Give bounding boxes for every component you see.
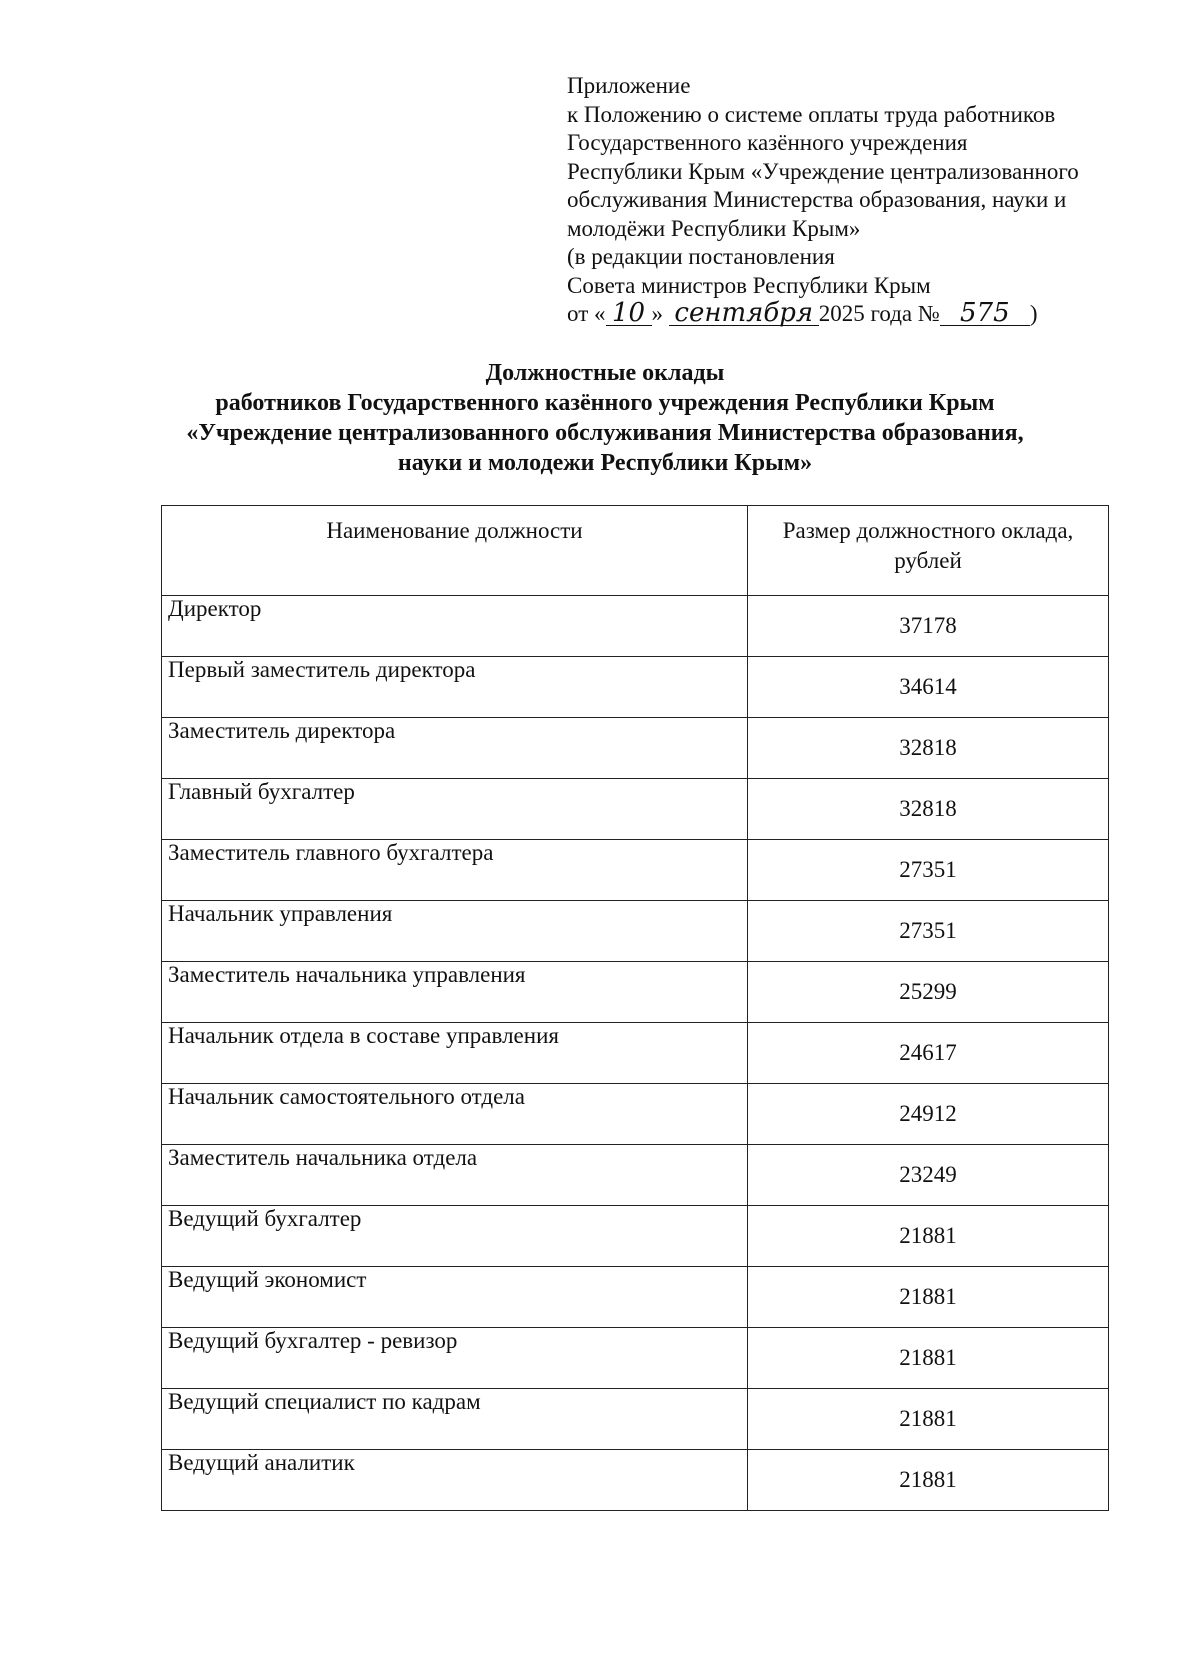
title-line: Должностные оклады <box>485 360 725 386</box>
table-row <box>162 1450 1109 1511</box>
table-row <box>162 779 1109 840</box>
date-prefix: от « <box>567 301 606 326</box>
position-name: Начальник отдела в составе управления <box>162 1023 748 1084</box>
table-header-row <box>162 506 1109 596</box>
position-name: Ведущий бухгалтер - ревизор <box>162 1328 748 1389</box>
salary-value: 24912 <box>748 1084 1109 1145</box>
table-row <box>162 1206 1109 1267</box>
position-name: Заместитель начальника управления <box>162 962 748 1023</box>
position-name: Ведущий экономист <box>162 1267 748 1328</box>
salary-value: 34614 <box>748 657 1109 718</box>
appendix-line: Государственного казённого учреждения <box>567 130 968 155</box>
position-name: Заместитель директора <box>162 718 748 779</box>
date-quote-close: » <box>651 301 663 326</box>
table-row <box>162 1389 1109 1450</box>
appendix-line: Приложение <box>567 73 691 98</box>
salary-table <box>161 505 1109 1511</box>
handwritten-number: 575 <box>940 301 1030 326</box>
appendix-date-line <box>567 300 1127 329</box>
position-name: Главный бухгалтер <box>162 779 748 840</box>
salary-value: 27351 <box>748 840 1109 901</box>
header-salary: Размер должностного оклада, рублей <box>748 506 1109 596</box>
table-row <box>162 1023 1109 1084</box>
salary-value: 27351 <box>748 901 1109 962</box>
salary-value: 37178 <box>748 596 1109 657</box>
document-title <box>110 358 1100 478</box>
position-name: Ведущий специалист по кадрам <box>162 1389 748 1450</box>
appendix-line: молодёжи Республики Крым» <box>567 215 861 241</box>
position-name: Директор <box>162 596 748 657</box>
table-row <box>162 657 1109 718</box>
table-row <box>162 962 1109 1023</box>
appendix-line: Совета министров Республики Крым <box>567 272 931 298</box>
position-name: Ведущий бухгалтер <box>162 1206 748 1267</box>
table-row <box>162 596 1109 657</box>
header-position: Наименование должности <box>162 506 748 596</box>
table-row <box>162 1328 1109 1389</box>
table-row <box>162 1267 1109 1328</box>
salary-value: 23249 <box>748 1145 1109 1206</box>
handwritten-day: 10 <box>606 301 652 326</box>
salary-value: 21881 <box>748 1328 1109 1389</box>
table-row <box>162 1084 1109 1145</box>
salary-value: 21881 <box>748 1206 1109 1267</box>
appendix-line: Республики Крым «Учреждение централизованного <box>567 158 1079 184</box>
title-line: «Учреждение централизованного обслуживания Министерства образования, <box>186 420 1024 446</box>
position-name: Ведущий аналитик <box>162 1450 748 1511</box>
salary-value: 25299 <box>748 962 1109 1023</box>
table-row <box>162 718 1109 779</box>
table-row <box>162 840 1109 901</box>
table-row <box>162 1145 1109 1206</box>
appendix-line: (в редакции постановления <box>567 244 835 269</box>
salary-value: 21881 <box>748 1267 1109 1328</box>
salary-value: 32818 <box>748 718 1109 779</box>
salary-value: 24617 <box>748 1023 1109 1084</box>
handwritten-month: сентября <box>669 301 819 326</box>
table-row <box>162 901 1109 962</box>
salary-value: 32818 <box>748 779 1109 840</box>
position-name: Заместитель начальника отдела <box>162 1145 748 1206</box>
date-year: 2025 года № <box>818 301 940 326</box>
title-line: науки и молодежи Республики Крым» <box>397 450 813 476</box>
salary-value: 21881 <box>748 1389 1109 1450</box>
position-name: Заместитель главного бухгалтера <box>162 840 748 901</box>
salary-value: 21881 <box>748 1450 1109 1511</box>
position-name: Первый заместитель директора <box>162 657 748 718</box>
appendix-line: к Положению о системе оплаты труда работников <box>567 101 1056 127</box>
position-name: Начальник управления <box>162 901 748 962</box>
appendix-header <box>567 72 1127 329</box>
appendix-line: обслуживания Министерства образования, науки и <box>567 187 1067 212</box>
position-name: Начальник самостоятельного отдела <box>162 1084 748 1145</box>
closing-paren: ) <box>1029 301 1038 326</box>
title-line: работников Государственного казённого учреждения Республики Крым <box>215 390 995 416</box>
